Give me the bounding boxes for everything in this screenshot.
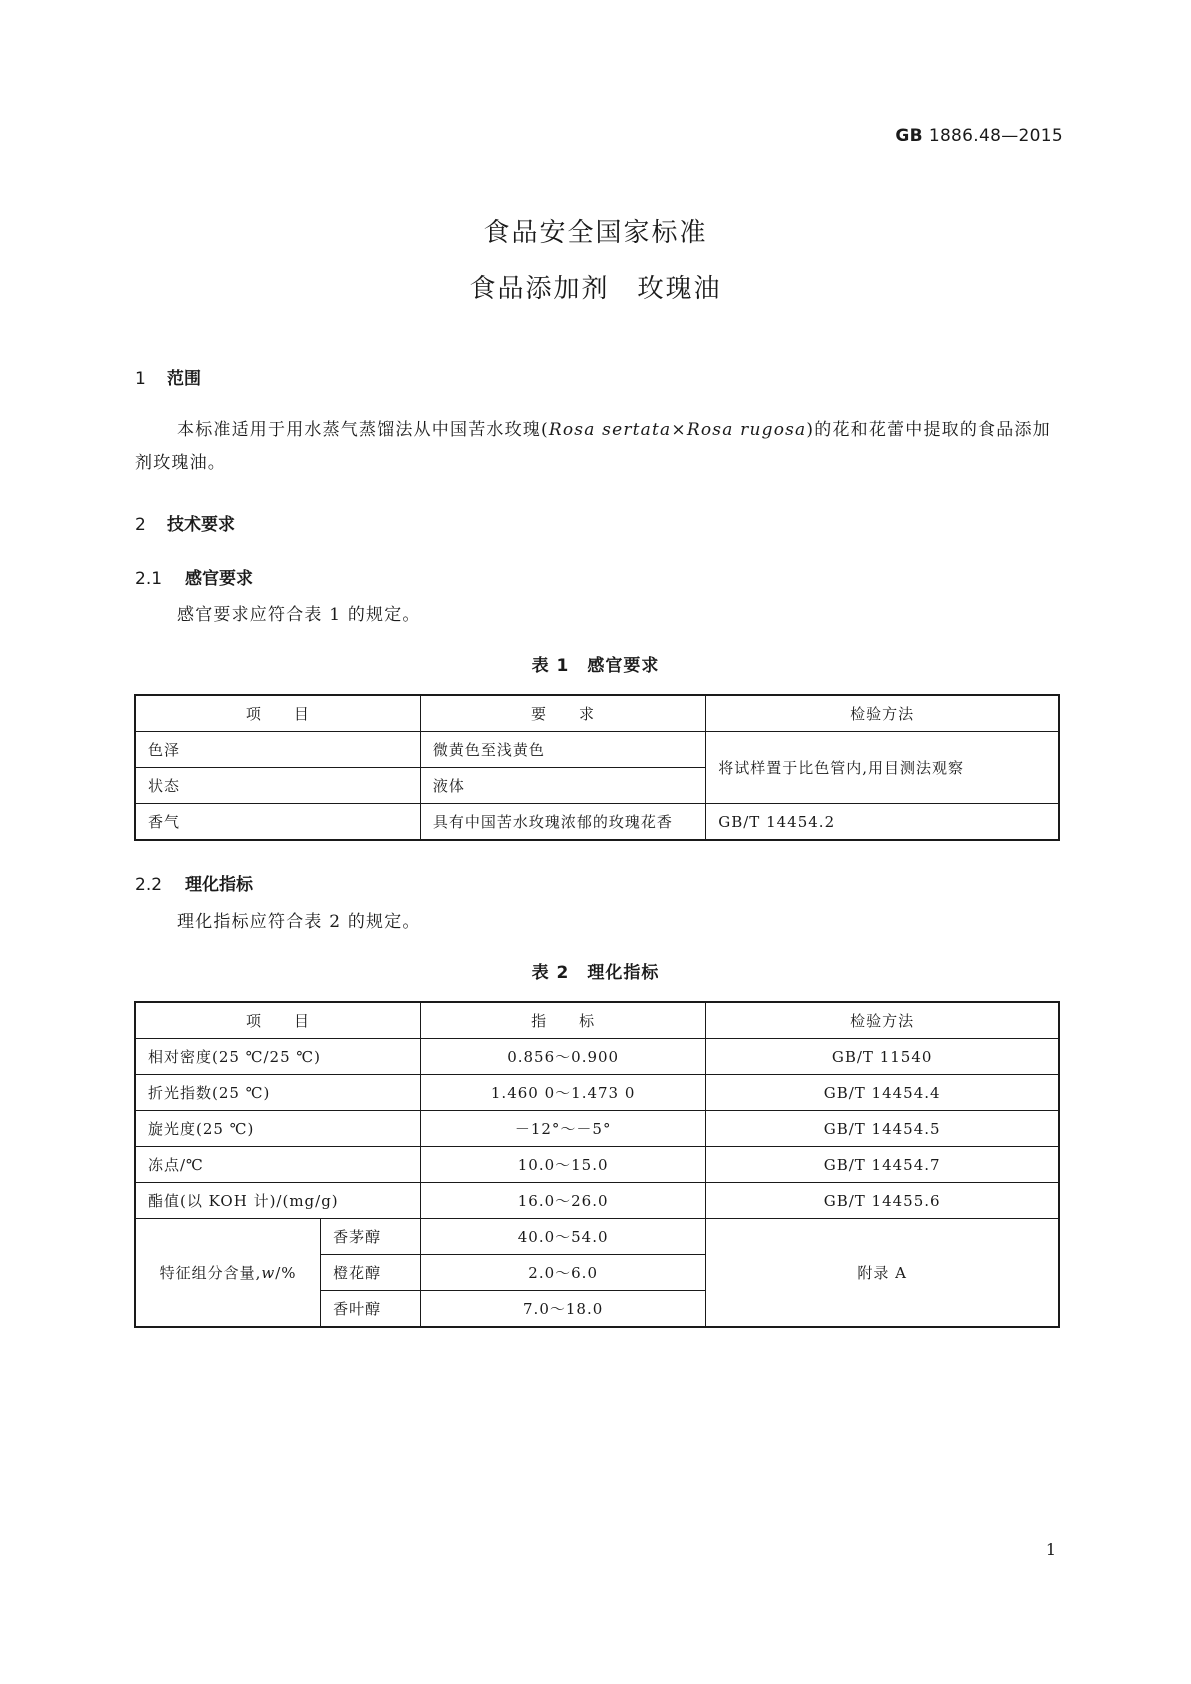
table-cell: 具有中国苦水玫瑰浓郁的玫瑰花香 bbox=[420, 804, 705, 841]
table-cell: 液体 bbox=[420, 768, 705, 804]
table-cell: －12°～－5° bbox=[420, 1111, 705, 1147]
section-2-1-title: 感官要求 bbox=[185, 569, 253, 589]
section-2-1-paragraph: 感官要求应符合表 1 的规定。 bbox=[177, 605, 421, 625]
table-cell: 香叶醇 bbox=[321, 1291, 421, 1328]
section-2-number: 2 bbox=[135, 515, 146, 535]
table-row bbox=[135, 732, 1059, 768]
table-cell: 40.0～54.0 bbox=[420, 1219, 705, 1255]
table-row bbox=[135, 804, 1059, 841]
table-header-cell: 指 标 bbox=[420, 1002, 705, 1039]
scope-text-b: )的花和花蕾中提取的食品添加剂玫瑰油。 bbox=[135, 420, 1051, 473]
table-cell: 酯值(以 KOH 计)/(mg/g) bbox=[135, 1183, 420, 1219]
group-label-symbol: w bbox=[261, 1264, 276, 1282]
section-2-2-number: 2.2 bbox=[135, 875, 163, 895]
table-row bbox=[135, 1039, 1059, 1075]
table-header-cell: 项 目 bbox=[135, 1002, 420, 1039]
section-2-2-title: 理化指标 bbox=[185, 875, 253, 895]
table-cell: 相对密度(25 ℃/25 ℃) bbox=[135, 1039, 420, 1075]
standard-prefix: GB bbox=[895, 126, 923, 146]
section-2-heading bbox=[135, 510, 235, 535]
table-header-row bbox=[135, 1002, 1059, 1039]
page-number: 1 bbox=[1045, 1540, 1056, 1559]
sub-title-product: 玫瑰油 bbox=[637, 274, 722, 304]
table-cell: GB/T 14454.7 bbox=[706, 1147, 1059, 1183]
section-2-2-heading bbox=[135, 870, 253, 895]
table-cell: GB/T 11540 bbox=[706, 1039, 1059, 1075]
table-row bbox=[135, 1183, 1059, 1219]
section-1-number: 1 bbox=[135, 369, 146, 389]
table-cell: 折光指数(25 ℃) bbox=[135, 1075, 420, 1111]
section-1-title: 范围 bbox=[167, 369, 201, 389]
table-cell: 冻点/℃ bbox=[135, 1147, 420, 1183]
table-cell: 2.0～6.0 bbox=[420, 1255, 705, 1291]
group-label-cell bbox=[135, 1219, 321, 1328]
table-1-caption bbox=[0, 651, 1191, 676]
table-cell: 7.0～18.0 bbox=[420, 1291, 705, 1328]
section-1-heading bbox=[135, 364, 201, 389]
group-label-unit: /% bbox=[275, 1264, 297, 1282]
table-cell: GB/T 14454.2 bbox=[706, 804, 1059, 841]
table-row bbox=[135, 1219, 1059, 1255]
table-header-cell: 项 目 bbox=[135, 695, 420, 732]
table-2-number: 表 2 bbox=[531, 963, 570, 983]
latin-name-1: Rosa sertata bbox=[548, 420, 672, 440]
table-2-caption bbox=[0, 958, 1191, 983]
table-cell: 色泽 bbox=[135, 732, 420, 768]
section-2-2-paragraph: 理化指标应符合表 2 的规定。 bbox=[177, 912, 421, 932]
table-header-row bbox=[135, 695, 1059, 732]
table-cell: 微黄色至浅黄色 bbox=[420, 732, 705, 768]
latin-name-2: Rosa rugosa bbox=[686, 420, 807, 440]
standard-code bbox=[895, 126, 1063, 146]
table-cell: 1.460 0～1.473 0 bbox=[420, 1075, 705, 1111]
sub-title bbox=[0, 268, 1191, 305]
main-title: 食品安全国家标准 bbox=[483, 218, 708, 248]
table-cell: 附录 A bbox=[706, 1219, 1059, 1328]
table-header-cell: 要 求 bbox=[420, 695, 705, 732]
table-row bbox=[135, 1075, 1059, 1111]
table-header-cell: 检验方法 bbox=[706, 1002, 1059, 1039]
table-1 bbox=[134, 694, 1060, 841]
table-2-title: 理化指标 bbox=[587, 963, 660, 983]
table-cell: 将试样置于比色管内,用目测法观察 bbox=[706, 732, 1059, 804]
table-cell: GB/T 14454.5 bbox=[706, 1111, 1059, 1147]
table-row bbox=[135, 1147, 1059, 1183]
section-2-1-heading bbox=[135, 564, 253, 589]
table-cell: 状态 bbox=[135, 768, 420, 804]
table-cell: 橙花醇 bbox=[321, 1255, 421, 1291]
scope-text-a: 本标准适用于用水蒸气蒸馏法从中国苦水玫瑰( bbox=[177, 420, 549, 440]
table-cell: 0.856～0.900 bbox=[420, 1039, 705, 1075]
sub-title-category: 食品添加剂 bbox=[469, 274, 610, 304]
table-cell: 旋光度(25 ℃) bbox=[135, 1111, 420, 1147]
table-header-cell: 检验方法 bbox=[706, 695, 1059, 732]
section-1-paragraph bbox=[135, 414, 1060, 480]
table-cell: 16.0～26.0 bbox=[420, 1183, 705, 1219]
table-cell: GB/T 14454.4 bbox=[706, 1075, 1059, 1111]
standard-number: 1886.48—2015 bbox=[928, 126, 1063, 146]
table-cell: GB/T 14455.6 bbox=[706, 1183, 1059, 1219]
table-1-number: 表 1 bbox=[531, 656, 570, 676]
table-cell: 10.0～15.0 bbox=[420, 1147, 705, 1183]
table-2 bbox=[134, 1001, 1060, 1328]
cross-symbol: × bbox=[671, 420, 687, 440]
table-1-title: 感官要求 bbox=[587, 656, 660, 676]
table-row bbox=[135, 1111, 1059, 1147]
table-cell: 香气 bbox=[135, 804, 420, 841]
group-label-text: 特征组分含量, bbox=[159, 1264, 262, 1282]
section-2-title: 技术要求 bbox=[167, 515, 235, 535]
table-cell: 香茅醇 bbox=[321, 1219, 421, 1255]
section-2-1-number: 2.1 bbox=[135, 569, 163, 589]
